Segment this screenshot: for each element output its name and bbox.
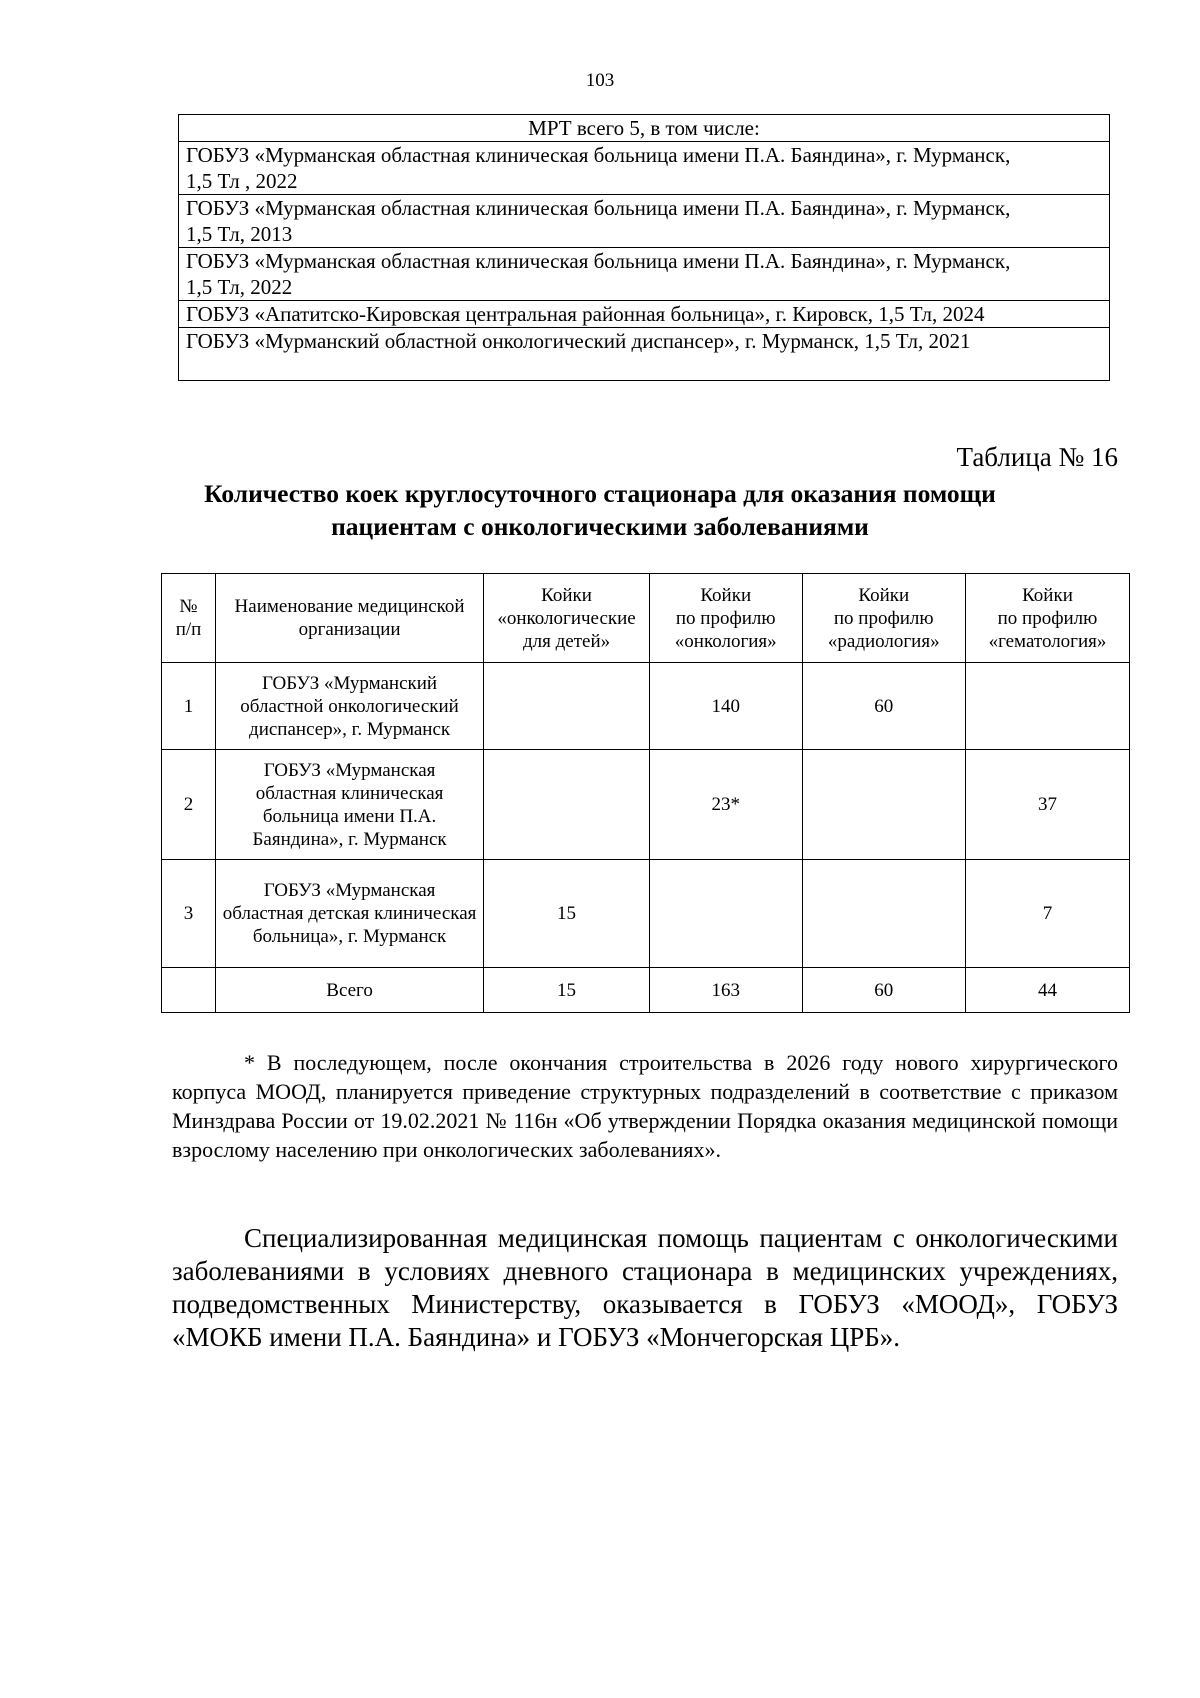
cell-line: ГОБУЗ «Мурманская xyxy=(263,880,436,901)
header-line: «гематология» xyxy=(988,630,1107,652)
footnote: * В последующем, после окончания строительства в 2026 году нового хирургического корпуса МООД, планируется приведение структурных подразделений в соответствие с приказом Минздрава России от 19.02.2021 № 116н «Об утверждении Порядка оказания медицинской помощи взрослому населению при онкологических заболеваниях». xyxy=(172,1050,1118,1162)
cell-hematology: 37 xyxy=(965,750,1129,860)
table-row xyxy=(162,663,1130,750)
table-row xyxy=(162,750,1130,860)
mri-cell xyxy=(179,195,1110,248)
header-number xyxy=(162,574,216,663)
table-row xyxy=(162,860,1130,968)
cell-radiology: 60 xyxy=(802,663,965,750)
mri-cell-line: ГОБУЗ «Мурманская областная клиническая больница имени П.А. Баяндина», г. Мурманск, xyxy=(186,143,1011,167)
cell-oncology-children xyxy=(484,750,650,860)
cell-organization xyxy=(216,860,484,968)
mri-cell: ГОБУЗ «Апатитско-Кировская центральная районная больница», г. Кировск, 1,5 Тл, 2024 xyxy=(179,301,1110,328)
header-oncology xyxy=(649,574,802,663)
cell-line: областная детская клиническая xyxy=(222,903,477,924)
mri-row xyxy=(179,195,1110,248)
cell-oncology-children: 15 xyxy=(484,968,650,1013)
header-line: «онкологические xyxy=(497,607,636,629)
cell-line: диспансер», г. Мурманск xyxy=(249,718,451,740)
cell-line: областной онкологический xyxy=(240,695,459,717)
table-title-line: пациентам с онкологическими заболеваниями xyxy=(331,512,869,541)
header-line: Койки xyxy=(700,584,752,606)
mri-cell-line: 1,5 Тл , 2022 xyxy=(186,169,298,193)
total-row xyxy=(162,968,1130,1013)
mri-row xyxy=(179,328,1110,381)
mri-cell-line: ГОБУЗ «Мурманская областная клиническая больница имени П.А. Баяндина», г. Мурманск, xyxy=(186,196,1011,220)
cell-line: больница», г. Мурманск xyxy=(252,926,447,947)
mri-row xyxy=(179,142,1110,195)
cell-oncology: 140 xyxy=(649,663,802,750)
cell-radiology xyxy=(802,860,965,968)
mri-cell xyxy=(179,142,1110,195)
mri-row xyxy=(179,248,1110,301)
cell-number xyxy=(162,968,216,1013)
cell-line: ГОБУЗ «Мурманская xyxy=(263,759,436,781)
cell-hematology: 7 xyxy=(965,860,1129,968)
table-title xyxy=(150,477,1050,543)
header-line: п/п xyxy=(175,619,202,640)
mri-cell-line: ГОБУЗ «Мурманская областная клиническая больница имени П.А. Баяндина», г. Мурманск, xyxy=(186,249,1011,273)
beds-header-row xyxy=(162,574,1130,663)
mri-table xyxy=(178,114,1110,381)
header-line: Койки xyxy=(1022,584,1073,606)
header-line: Койки xyxy=(541,584,592,606)
cell-oncology: 23* xyxy=(649,750,802,860)
mri-header-row xyxy=(179,115,1110,142)
cell-organization xyxy=(216,663,484,750)
cell-oncology xyxy=(649,860,802,968)
header-line: по профилю xyxy=(997,607,1098,629)
mri-row xyxy=(179,301,1110,328)
cell-oncology: 163 xyxy=(649,968,802,1013)
table-title-line: Количество коек круглосуточного стационара для оказания помощи xyxy=(204,479,996,508)
cell-line: больница имени П.А. xyxy=(262,805,437,827)
table-label: Таблица № 16 xyxy=(956,442,1118,472)
cell-number: 2 xyxy=(162,750,216,860)
cell-organization xyxy=(216,750,484,860)
page-number: 103 xyxy=(585,70,615,91)
cell-hematology: 44 xyxy=(965,968,1129,1013)
mri-cell-line: 1,5 Тл, 2013 xyxy=(186,222,293,246)
mri-cell: ГОБУЗ «Мурманский областной онкологический диспансер», г. Мурманск, 1,5 Тл, 2021 xyxy=(179,328,1110,381)
header-line: для детей» xyxy=(522,630,611,652)
header-line: организации xyxy=(298,619,401,640)
mri-cell xyxy=(179,248,1110,301)
header-line: «радиология» xyxy=(827,630,940,652)
header-line: по профилю xyxy=(833,607,934,629)
cell-line: Баяндина», г. Мурманск xyxy=(252,828,447,850)
cell-oncology-children xyxy=(484,663,650,750)
header-hematology xyxy=(965,574,1129,663)
header-oncology-children xyxy=(484,574,650,663)
cell-radiology: 60 xyxy=(802,968,965,1013)
mri-header-cell: МРТ всего 5, в том числе: xyxy=(179,115,1110,142)
header-radiology xyxy=(802,574,965,663)
cell-line: областная клиническая xyxy=(255,782,444,804)
beds-table xyxy=(161,573,1130,1013)
header-line: Наименование медицинской xyxy=(234,596,465,617)
header-organization xyxy=(216,574,484,663)
body-paragraph: Специализированная медицинская помощь пациентам с онкологическими заболеваниями в условиях дневного стационара в медицинских учреждениях, подведомственных Министерству, оказывается в ГОБУЗ «МООД», ГОБУЗ «МОКБ имени П.А. Баяндина» и ГОБУЗ «Мончегорская ЦРБ». xyxy=(172,1223,1118,1352)
cell-line: ГОБУЗ «Мурманский xyxy=(262,672,438,694)
cell-number: 1 xyxy=(162,663,216,750)
header-line: № xyxy=(179,596,198,617)
cell-hematology xyxy=(965,663,1129,750)
header-line: по профилю xyxy=(675,607,776,629)
cell-total-label: Всего xyxy=(216,968,484,1013)
cell-number: 3 xyxy=(162,860,216,968)
mri-cell-line: 1,5 Тл, 2022 xyxy=(186,275,293,299)
header-line: Койки xyxy=(858,584,910,606)
header-line: «онкология» xyxy=(674,630,777,652)
cell-radiology xyxy=(802,750,965,860)
cell-oncology-children: 15 xyxy=(484,860,650,968)
